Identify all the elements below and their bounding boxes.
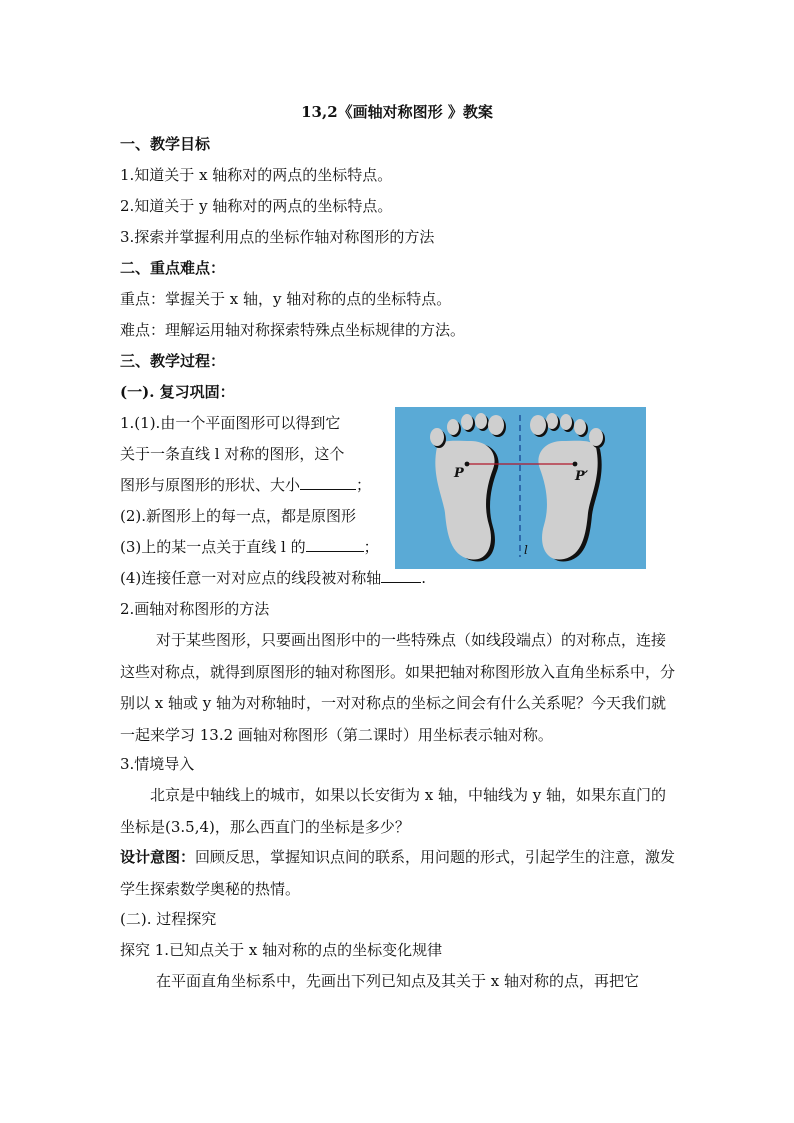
question-line-4: (2).新图形上的每一点，都是原图形 [120, 507, 357, 525]
question-line-3-text: 图形与原图形的形状、大小 [120, 476, 301, 494]
subsection-review: (一). 复习巩固： [120, 383, 235, 401]
method-paragraph: 对于某些图形，只要画出图形中的一些特殊点（如线段端点）的对称点，连接这些对称点，就得到原图形的轴对称图形。如果把轴对称图形放入直角坐标系中，分别以 x 轴或 y 轴为对称轴时，一对对称点的坐标之间会有什么关系呢？今天我们就一起来学习 13.2 画轴对称图形（第二课时）用坐标表示轴对称。 [120, 631, 676, 744]
scenario-paragraph: 北京是中轴线上的城市，如果以长安街为 x 轴，中轴线为 y 轴，如果东直门的坐标是(3.5,4)，那么西直门的坐标是多少？ [120, 786, 667, 836]
design-intent [120, 842, 680, 905]
section-heading-keypoints: 二、重点难点： [120, 259, 226, 277]
method-heading: 2.画轴对称图形的方法 [120, 600, 270, 618]
subsection-exploration: (二). 过程探究 [120, 910, 217, 928]
label-p: P [454, 466, 464, 481]
point-p-prime [573, 462, 578, 467]
question-line-1: 1.(1).由一个平面图形可以得到它 [120, 414, 341, 432]
scenario-heading: 3.情境导入 [120, 755, 195, 773]
section-heading-objectives: 一、教学目标 [120, 135, 211, 153]
question-line-5-text: (3)上的某一点关于直线 l 的 [120, 538, 306, 556]
exploration-heading-1: 探究 1.已知点关于 x 轴对称的点的坐标变化规律 [120, 941, 443, 959]
key-point: 重点：掌握关于 x 轴，y 轴对称的点的坐标特点。 [120, 290, 452, 308]
objective-item-1: 1.知道关于 x 轴称对的两点的坐标特点。 [120, 166, 393, 184]
difficult-point: 难点：理解运用轴对称探索特殊点坐标规律的方法。 [120, 321, 466, 339]
page-title: 13,2《画轴对称图形 》教案 [301, 103, 493, 121]
axis-label-l: l [524, 543, 528, 557]
label-p-prime: P′ [575, 469, 589, 484]
question-line-3-end: ； [356, 476, 372, 494]
footprint-symmetry-figure [395, 407, 646, 569]
question-line-5 [120, 537, 379, 557]
objective-item-3: 3.探索并掌握利用点的坐标作轴对称图形的方法 [120, 228, 435, 246]
exploration-paragraph: 在平面直角坐标系中，先画出下列已知点及其关于 x 轴对称的点，再把它 [156, 972, 639, 990]
question-line-6-text: (4)连接任意一对对应点的线段被对称轴 [120, 569, 382, 587]
answer-blank-3[interactable] [381, 568, 421, 583]
design-intent-label: 设计意图： [120, 848, 196, 866]
question-line-2: 关于一条直线 l 对称的图形，这个 [120, 445, 345, 463]
answer-blank-1[interactable] [300, 475, 356, 490]
question-line-3 [120, 475, 371, 495]
question-line-6-end: . [421, 569, 427, 587]
point-p [465, 462, 470, 467]
section-heading-process: 三、教学过程： [120, 352, 226, 370]
objective-item-2: 2.知道关于 y 轴称对的两点的坐标特点。 [120, 197, 393, 215]
answer-blank-2[interactable] [306, 537, 364, 552]
design-intent-text: 回顾反思，掌握知识点间的联系，用问题的形式，引起学生的注意，激发学生探索数学奥秘的热情。 [120, 848, 676, 898]
question-line-6 [120, 568, 426, 588]
question-line-5-end: ； [363, 538, 379, 556]
